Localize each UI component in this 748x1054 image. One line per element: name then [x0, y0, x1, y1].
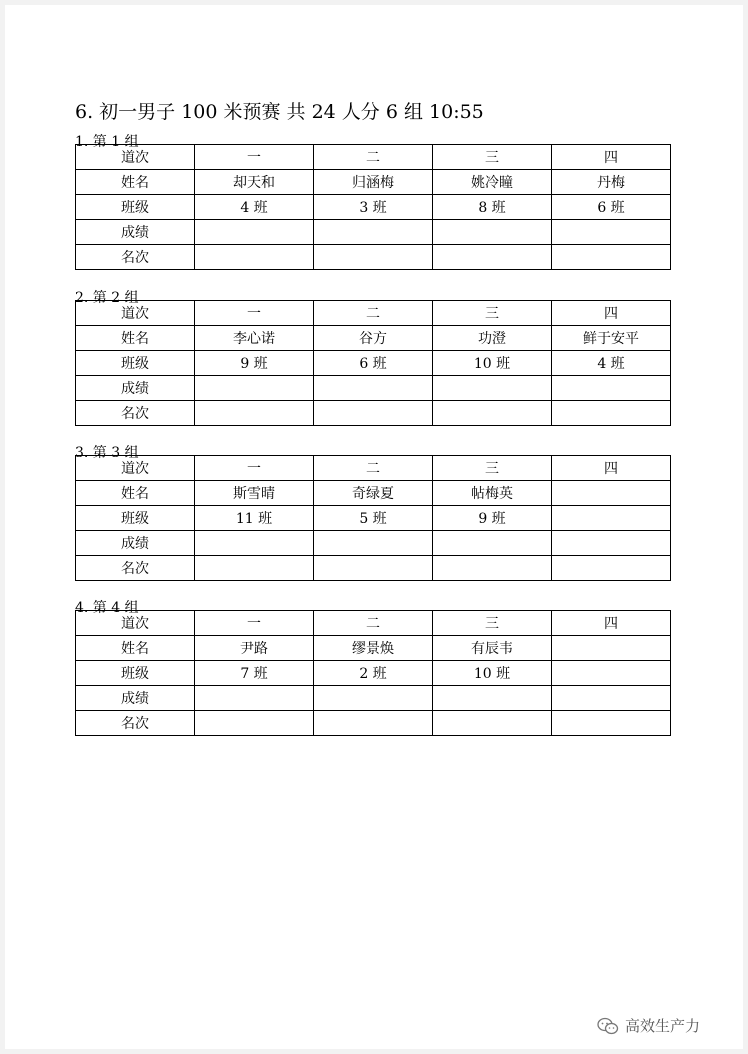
lane-row	[76, 611, 671, 636]
rank-cell	[314, 401, 433, 426]
group-1-label: 1. 第 1 组	[75, 134, 139, 150]
rank-row	[76, 711, 671, 736]
lane-cell: 四	[552, 611, 671, 636]
class-cell: 10 班	[433, 351, 552, 376]
result-cell	[195, 686, 314, 711]
rank-cell	[195, 401, 314, 426]
result-cell	[195, 376, 314, 401]
lane-row	[76, 301, 671, 326]
class-cell: 11 班	[195, 506, 314, 531]
result-cell	[433, 686, 552, 711]
class-cell: 2 班	[314, 661, 433, 686]
name-cell: 鲜于安平	[552, 326, 671, 351]
name-cell: 帖梅英	[433, 481, 552, 506]
watermark-text: 高效生产力	[625, 1017, 701, 1035]
row-header-lane: 道次	[76, 145, 195, 170]
lane-cell: 四	[552, 301, 671, 326]
name-row	[76, 326, 671, 351]
row-header-class: 班级	[76, 506, 195, 531]
rank-cell	[552, 556, 671, 581]
row-header-result: 成绩	[76, 220, 195, 245]
name-row	[76, 636, 671, 661]
lane-cell: 一	[195, 456, 314, 481]
lane-cell: 二	[314, 611, 433, 636]
result-cell	[552, 531, 671, 556]
name-cell: 尹路	[195, 636, 314, 661]
row-header-name: 姓名	[76, 481, 195, 506]
rank-cell	[433, 556, 552, 581]
rank-cell	[433, 245, 552, 270]
result-cell	[314, 686, 433, 711]
name-cell: 姚冷瞳	[433, 170, 552, 195]
row-header-class: 班级	[76, 351, 195, 376]
lane-cell: 一	[195, 145, 314, 170]
lane-cell: 二	[314, 301, 433, 326]
result-row	[76, 220, 671, 245]
class-row	[76, 195, 671, 220]
lane-cell: 一	[195, 611, 314, 636]
row-header-lane: 道次	[76, 456, 195, 481]
name-cell: 李心诺	[195, 326, 314, 351]
lane-cell: 二	[314, 145, 433, 170]
class-cell: 6 班	[314, 351, 433, 376]
result-cell	[552, 686, 671, 711]
lane-row	[76, 456, 671, 481]
lane-cell: 三	[433, 145, 552, 170]
group-2-label: 2. 第 2 组	[75, 290, 139, 306]
lane-cell: 三	[433, 456, 552, 481]
rank-cell	[195, 556, 314, 581]
row-header-rank: 名次	[76, 401, 195, 426]
row-header-lane: 道次	[76, 611, 195, 636]
row-header-lane: 道次	[76, 301, 195, 326]
row-header-name: 姓名	[76, 326, 195, 351]
class-cell: 9 班	[433, 506, 552, 531]
lane-cell: 四	[552, 456, 671, 481]
name-cell: 丹梅	[552, 170, 671, 195]
watermark	[597, 1015, 700, 1036]
name-cell: 缪景焕	[314, 636, 433, 661]
class-cell: 4 班	[552, 351, 671, 376]
rank-row	[76, 401, 671, 426]
rank-row	[76, 556, 671, 581]
name-cell: 斯雪晴	[195, 481, 314, 506]
class-cell	[552, 506, 671, 531]
name-cell	[552, 481, 671, 506]
row-header-class: 班级	[76, 195, 195, 220]
rank-cell	[433, 711, 552, 736]
name-cell: 功澄	[433, 326, 552, 351]
page-title: 6. 初一男子 100 米预赛 共 24 人分 6 组 10:55	[75, 101, 484, 123]
name-cell: 谷方	[314, 326, 433, 351]
class-row	[76, 506, 671, 531]
result-row	[76, 686, 671, 711]
name-cell: 有辰韦	[433, 636, 552, 661]
wechat-icon	[597, 1017, 619, 1035]
lane-cell: 二	[314, 456, 433, 481]
result-cell	[314, 220, 433, 245]
rank-cell	[195, 711, 314, 736]
class-cell: 10 班	[433, 661, 552, 686]
name-cell: 却天和	[195, 170, 314, 195]
class-row	[76, 351, 671, 376]
row-header-name: 姓名	[76, 170, 195, 195]
group-1-table	[75, 144, 671, 270]
name-cell	[552, 636, 671, 661]
class-cell: 9 班	[195, 351, 314, 376]
lane-cell: 四	[552, 145, 671, 170]
result-cell	[552, 220, 671, 245]
row-header-name: 姓名	[76, 636, 195, 661]
result-cell	[195, 220, 314, 245]
lane-cell: 一	[195, 301, 314, 326]
result-cell	[314, 376, 433, 401]
rank-cell	[314, 556, 433, 581]
class-cell: 8 班	[433, 195, 552, 220]
group-2-table	[75, 300, 671, 426]
result-cell	[314, 531, 433, 556]
group-3-label: 3. 第 3 组	[75, 445, 139, 461]
class-cell: 5 班	[314, 506, 433, 531]
result-row	[76, 531, 671, 556]
name-row	[76, 170, 671, 195]
row-header-result: 成绩	[76, 686, 195, 711]
row-header-result: 成绩	[76, 376, 195, 401]
rank-row	[76, 245, 671, 270]
result-cell	[552, 376, 671, 401]
lane-cell: 三	[433, 301, 552, 326]
class-cell: 4 班	[195, 195, 314, 220]
row-header-class: 班级	[76, 661, 195, 686]
lane-cell: 三	[433, 611, 552, 636]
class-cell: 6 班	[552, 195, 671, 220]
row-header-rank: 名次	[76, 711, 195, 736]
document-page	[5, 5, 743, 1049]
rank-cell	[433, 401, 552, 426]
rank-cell	[552, 245, 671, 270]
rank-cell	[552, 401, 671, 426]
result-cell	[195, 531, 314, 556]
rank-cell	[195, 245, 314, 270]
row-header-result: 成绩	[76, 531, 195, 556]
rank-cell	[314, 711, 433, 736]
name-row	[76, 481, 671, 506]
result-cell	[433, 220, 552, 245]
result-cell	[433, 376, 552, 401]
lane-row	[76, 145, 671, 170]
result-cell	[433, 531, 552, 556]
rank-cell	[552, 711, 671, 736]
class-cell	[552, 661, 671, 686]
class-cell: 3 班	[314, 195, 433, 220]
row-header-rank: 名次	[76, 245, 195, 270]
group-4-label: 4. 第 4 组	[75, 600, 139, 616]
result-row	[76, 376, 671, 401]
name-cell: 归涵梅	[314, 170, 433, 195]
rank-cell	[314, 245, 433, 270]
group-4-table	[75, 610, 671, 736]
group-3-table	[75, 455, 671, 581]
row-header-rank: 名次	[76, 556, 195, 581]
name-cell: 奇绿夏	[314, 481, 433, 506]
class-row	[76, 661, 671, 686]
class-cell: 7 班	[195, 661, 314, 686]
